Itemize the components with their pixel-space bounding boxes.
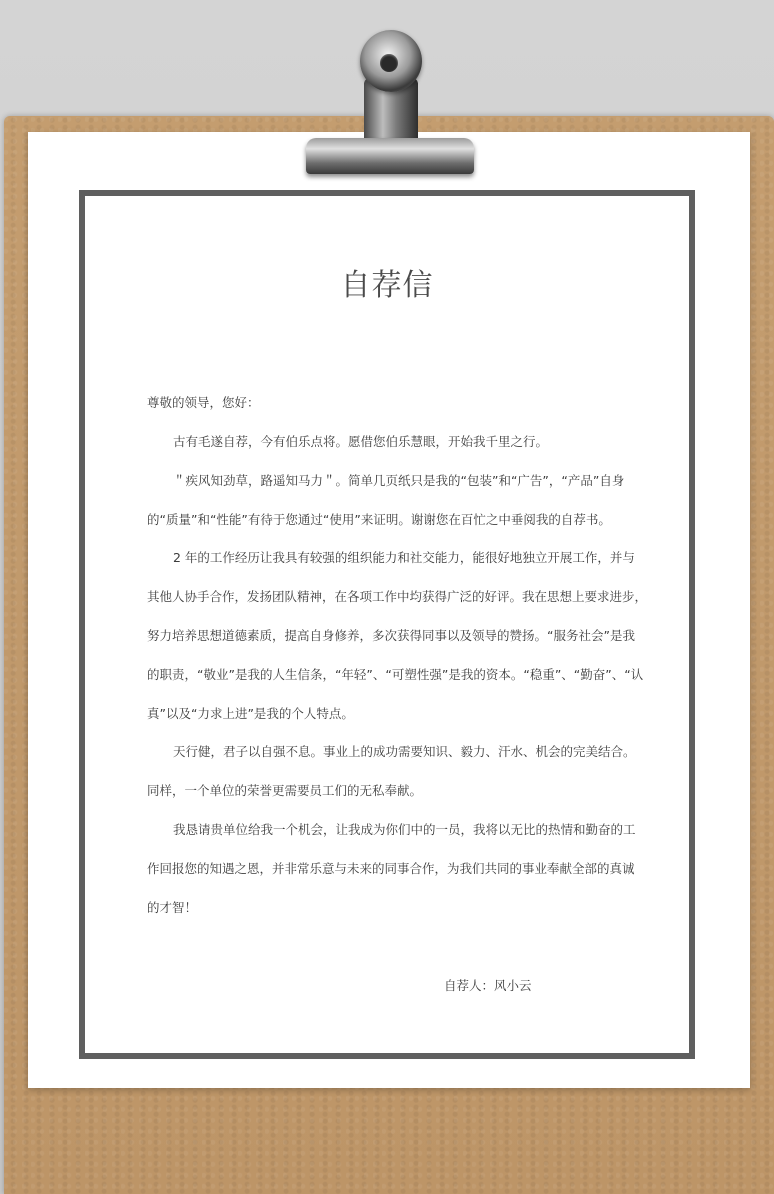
paragraph-line: 作回报您的知遇之恩，并非常乐意与未来的同事合作，为我们共同的事业奉献全部的真诚 bbox=[147, 861, 635, 876]
greeting: 尊敬的领导，您好： bbox=[147, 395, 260, 410]
paragraph-line: 的“质量”和“性能”有待于您通过“使用”来证明。谢谢您在百忙之中垂阅我的自荐书。 bbox=[147, 512, 611, 527]
paragraph-line: 同样，一个单位的荣誉更需要员工们的无私奉献。 bbox=[147, 783, 423, 798]
letter-title: 自荐信 bbox=[340, 268, 434, 303]
paragraph-line: 天行健，君子以自强不息。事业上的成功需要知识、毅力、汗水、机会的完美结合。 bbox=[173, 744, 636, 759]
paragraph-line: 真”以及“力求上进”是我的个人特点。 bbox=[147, 706, 354, 721]
signature: 自荐人：风小云 bbox=[444, 978, 532, 993]
binder-clip-icon bbox=[300, 26, 476, 176]
paragraph-line: 的才智！ bbox=[147, 900, 198, 915]
clip-hole bbox=[380, 54, 398, 72]
paragraph-line: 2 年的工作经历让我具有较强的组织能力和社交能力，能很好地独立开展工作，并与 bbox=[173, 550, 635, 565]
clip-base bbox=[306, 138, 474, 174]
paragraph-line: 古有毛遂自荐，今有伯乐点将。愿借您伯乐慧眼，开始我千里之行。 bbox=[173, 434, 549, 449]
paragraph-line: 的职责，“敬业”是我的人生信条，“年轻”、“可塑性强”是我的资本。“稳重”、“勤奋”、“认 bbox=[147, 667, 644, 682]
paragraph-line: ＂疾风知劲草，路遥知马力＂。简单几页纸只是我的“包装”和“广告”，“产品”自身 bbox=[173, 473, 625, 488]
paragraph-line: 我恳请贵单位给我一个机会，让我成为你们中的一员，我将以无比的热情和勤奋的工 bbox=[173, 822, 636, 837]
page-border-frame bbox=[79, 190, 695, 1059]
paragraph-line: 努力培养思想道德素质，提高自身修养，多次获得同事以及领导的赞扬。“服务社会”是我 bbox=[147, 628, 635, 643]
paragraph-line: 其他人协手合作，发扬团队精神，在各项工作中均获得广泛的好评。我在思想上要求进步， bbox=[147, 589, 648, 604]
